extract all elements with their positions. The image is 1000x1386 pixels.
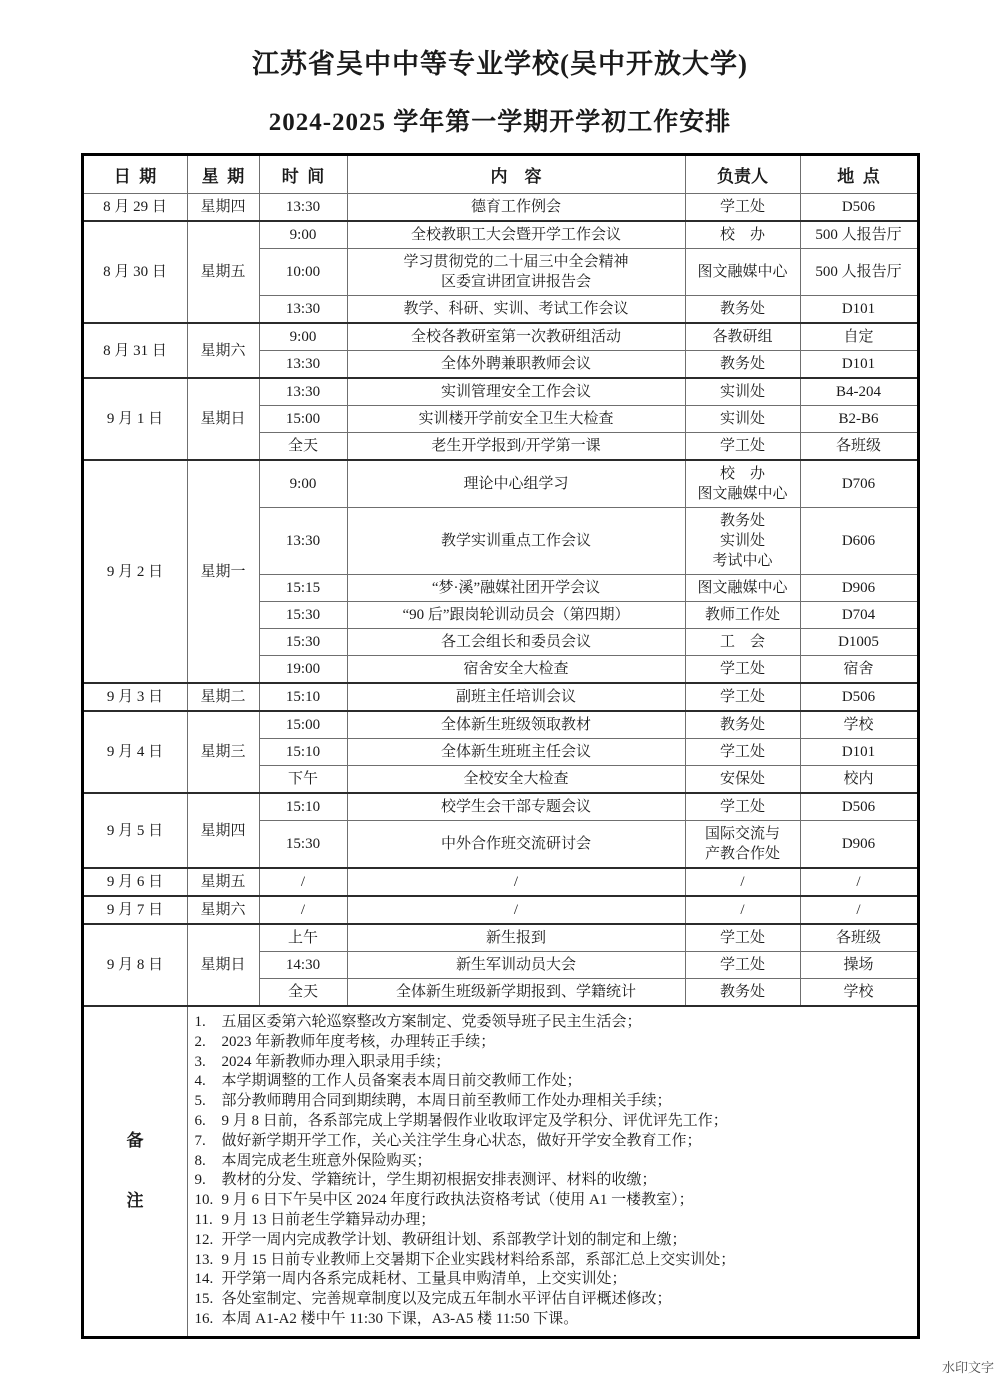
owner-cell: 学工处: [685, 793, 800, 821]
owner-cell: 校 办 图文融媒中心: [685, 460, 800, 508]
location-cell: B2-B6: [800, 406, 918, 433]
owner-cell: 实训处: [685, 378, 800, 406]
time-cell: 15:10: [259, 793, 347, 821]
owner-cell: 实训处: [685, 406, 800, 433]
content-cell: 副班主任培训会议: [347, 683, 685, 711]
time-cell: 9:00: [259, 460, 347, 508]
note-item: 部分教师聘用合同到期续聘，本周日前至教师工作处办理相关手续；: [221, 1093, 672, 1110]
date-cell: 9 月 2 日: [82, 460, 187, 683]
location-cell: D906: [800, 575, 918, 602]
date-cell: 9 月 7 日: [82, 896, 187, 924]
notes-list: [195, 1013, 909, 1330]
location-cell: B4-204: [800, 378, 918, 406]
time-cell: 15:30: [259, 602, 347, 629]
time-cell: 15:10: [259, 683, 347, 711]
time-cell: 13:30: [259, 351, 347, 379]
owner-cell: 学工处: [685, 952, 800, 979]
note-item: 9 月 13 日前老生学籍异动办理；: [221, 1211, 436, 1228]
schedule-row: [82, 221, 918, 249]
date-cell: 9 月 6 日: [82, 868, 187, 896]
time-cell: 9:00: [259, 323, 347, 351]
note-item: 做好新学期开学工作，关心关注学生身心状态，做好开学安全教育工作；: [221, 1132, 702, 1149]
location-cell: D506: [800, 793, 918, 821]
location-cell: D101: [800, 351, 918, 379]
note-item: 9 月 15 日前专业教师上交暑期下企业实践材料给系部，系部汇总上交实训处；: [221, 1251, 736, 1268]
owner-cell: 学工处: [685, 433, 800, 461]
content-cell: 各工会组长和委员会议: [347, 629, 685, 656]
note-item: 9 月 8 日前，各系部完成上学期暑假作业收取评定及学积分、评优评先工作；: [221, 1112, 728, 1129]
content-cell: /: [347, 896, 685, 924]
weekday-cell: 星期六: [187, 896, 259, 924]
time-cell: 13:30: [259, 296, 347, 324]
schedule-row: [82, 683, 918, 711]
weekday-cell: 星期日: [187, 924, 259, 1006]
schedule-row: [82, 323, 918, 351]
time-cell: 15:00: [259, 406, 347, 433]
content-cell: 全体外聘兼职教师会议: [347, 351, 685, 379]
location-cell: D1005: [800, 629, 918, 656]
content-cell: “梦·溪”融媒社团开学会议: [347, 575, 685, 602]
schedule-row: [82, 460, 918, 508]
content-cell: /: [347, 868, 685, 896]
header-owner: 负责人: [685, 155, 800, 194]
time-cell: 13:30: [259, 194, 347, 222]
location-cell: D906: [800, 821, 918, 869]
date-cell: 9 月 8 日: [82, 924, 187, 1006]
time-cell: 下午: [259, 766, 347, 794]
location-cell: 自定: [800, 323, 918, 351]
header-time: 时 间: [259, 155, 347, 194]
header-location: 地 点: [800, 155, 918, 194]
note-item: 9 月 6 日下午吴中区 2024 年度行政执法资格考试（使用 A1 一楼教室）；: [221, 1192, 694, 1209]
note-item: 本周 A1-A2 楼中午 11:30 下课，A3-A5 楼 11:50 下课。: [221, 1310, 579, 1327]
owner-cell: 学工处: [685, 924, 800, 952]
weekday-cell: 星期六: [187, 323, 259, 378]
owner-cell: /: [685, 896, 800, 924]
location-cell: D101: [800, 296, 918, 324]
time-cell: /: [259, 868, 347, 896]
owner-cell: 教务处: [685, 979, 800, 1007]
date-cell: 8 月 31 日: [82, 323, 187, 378]
location-cell: D101: [800, 739, 918, 766]
location-cell: D704: [800, 602, 918, 629]
owner-cell: 各教研组: [685, 323, 800, 351]
date-cell: 8 月 30 日: [82, 221, 187, 323]
weekday-cell: 星期四: [187, 194, 259, 222]
owner-cell: 安保处: [685, 766, 800, 794]
schedule-row: [82, 194, 918, 222]
notes-body: [187, 1006, 918, 1337]
time-cell: 15:10: [259, 739, 347, 766]
time-cell: 9:00: [259, 221, 347, 249]
note-item: 五届区委第六轮巡察整改方案制定、党委领导班子民主生活会；: [221, 1014, 642, 1030]
content-cell: 教学实训重点工作会议: [347, 508, 685, 575]
owner-cell: /: [685, 868, 800, 896]
header-content: 内 容: [347, 155, 685, 194]
time-cell: 15:30: [259, 821, 347, 869]
note-item: 本周完成老生班意外保险购买；: [221, 1152, 432, 1169]
location-cell: 各班级: [800, 924, 918, 952]
content-cell: 教学、科研、实训、考试工作会议: [347, 296, 685, 324]
content-cell: 全体新生班级新学期报到、学籍统计: [347, 979, 685, 1007]
note-item: 开学一周内完成教学计划、教研组计划、系部教学计划的制定和上缴；: [221, 1231, 687, 1248]
doc-subtitle: 2024-2025 学年第一学期开学初工作安排: [268, 109, 732, 136]
content-cell: 德育工作例会: [347, 194, 685, 222]
location-cell: 学校: [800, 979, 918, 1007]
location-cell: 宿舍: [800, 656, 918, 684]
location-cell: 操场: [800, 952, 918, 979]
owner-cell: 教务处 实训处 考试中心: [685, 508, 800, 575]
schedule-row: [82, 896, 918, 924]
note-item: 开学第一周内各系完成耗材、工量具申购清单，上交实训处；: [221, 1271, 627, 1288]
owner-cell: 学工处: [685, 656, 800, 684]
location-cell: D606: [800, 508, 918, 575]
weekday-cell: 星期四: [187, 793, 259, 868]
schedule-row: [82, 378, 918, 406]
content-cell: 新生报到: [347, 924, 685, 952]
owner-cell: 学工处: [685, 194, 800, 222]
content-cell: 中外合作班交流研讨会: [347, 821, 685, 869]
time-cell: 15:30: [259, 629, 347, 656]
owner-cell: 校 办: [685, 221, 800, 249]
time-cell: /: [259, 896, 347, 924]
notes-label: 备 注: [82, 1006, 187, 1337]
time-cell: 13:30: [259, 378, 347, 406]
content-cell: 全体新生班班主任会议: [347, 739, 685, 766]
location-cell: 500 人报告厅: [800, 221, 918, 249]
time-cell: 14:30: [259, 952, 347, 979]
content-cell: 老生开学报到/开学第一课: [347, 433, 685, 461]
content-cell: 理论中心组学习: [347, 460, 685, 508]
schedule-row: [82, 868, 918, 896]
note-item: 教材的分发、学籍统计，学生期初根据安排表测评、材料的收缴；: [221, 1172, 657, 1189]
schedule-row: [82, 711, 918, 739]
note-item: 2024 年新教师办理入职录用手续；: [221, 1053, 451, 1070]
time-cell: 15:15: [259, 575, 347, 602]
content-cell: “90 后”跟岗轮训动员会（第四期）: [347, 602, 685, 629]
location-cell: 各班级: [800, 433, 918, 461]
weekday-cell: 星期日: [187, 378, 259, 460]
note-item: 2023 年新教师年度考核，办理转正手续；: [221, 1033, 496, 1050]
owner-cell: 教师工作处: [685, 602, 800, 629]
date-cell: 9 月 1 日: [82, 378, 187, 460]
owner-cell: 教务处: [685, 711, 800, 739]
time-cell: 19:00: [259, 656, 347, 684]
content-cell: 实训楼开学前安全卫生大检查: [347, 406, 685, 433]
time-cell: 上午: [259, 924, 347, 952]
content-cell: 实训管理安全工作会议: [347, 378, 685, 406]
owner-cell: 学工处: [685, 683, 800, 711]
time-cell: 全天: [259, 433, 347, 461]
time-cell: 全天: [259, 979, 347, 1007]
notes-row: [82, 1006, 918, 1337]
date-cell: 9 月 5 日: [82, 793, 187, 868]
owner-cell: 国际交流与 产教合作处: [685, 821, 800, 869]
content-cell: 全校安全大检查: [347, 766, 685, 794]
content-cell: 全体新生班级领取教材: [347, 711, 685, 739]
weekday-cell: 星期五: [187, 221, 259, 323]
location-cell: D706: [800, 460, 918, 508]
date-cell: 9 月 4 日: [82, 711, 187, 793]
schedule-table: [81, 153, 920, 1339]
schedule-row: [82, 924, 918, 952]
time-cell: 10:00: [259, 249, 347, 296]
note-item: 各处室制定、完善规章制度以及完成五年制水平评估自评概述修改；: [221, 1291, 672, 1308]
weekday-cell: 星期一: [187, 460, 259, 683]
schedule-row: [82, 793, 918, 821]
watermark-text: 水印文字: [941, 1360, 994, 1375]
owner-cell: 图文融媒中心: [685, 249, 800, 296]
schedule-body: [82, 194, 918, 1338]
content-cell: 校学生会干部专题会议: [347, 793, 685, 821]
owner-cell: 图文融媒中心: [685, 575, 800, 602]
content-cell: 宿舍安全大检查: [347, 656, 685, 684]
doc-title: 江苏省吴中中等专业学校(吴中开放大学): [252, 49, 748, 79]
content-cell: 学习贯彻党的二十届三中全会精神 区委宣讲团宣讲报告会: [347, 249, 685, 296]
location-cell: /: [800, 868, 918, 896]
header-weekday: 星 期: [187, 155, 259, 194]
owner-cell: 教务处: [685, 351, 800, 379]
time-cell: 13:30: [259, 508, 347, 575]
date-cell: 8 月 29 日: [82, 194, 187, 222]
header-row: [82, 155, 918, 194]
date-cell: 9 月 3 日: [82, 683, 187, 711]
weekday-cell: 星期五: [187, 868, 259, 896]
time-cell: 15:00: [259, 711, 347, 739]
owner-cell: 工 会: [685, 629, 800, 656]
content-cell: 全校各教研室第一次教研组活动: [347, 323, 685, 351]
header-date: 日 期: [82, 155, 187, 194]
weekday-cell: 星期三: [187, 711, 259, 793]
location-cell: 学校: [800, 711, 918, 739]
location-cell: 校内: [800, 766, 918, 794]
owner-cell: 教务处: [685, 296, 800, 324]
content-cell: 新生军训动员大会: [347, 952, 685, 979]
location-cell: 500 人报告厅: [800, 249, 918, 296]
content-cell: 全校教职工大会暨开学工作会议: [347, 221, 685, 249]
note-item: 本学期调整的工作人员备案表本周日前交教师工作处；: [221, 1073, 582, 1090]
weekday-cell: 星期二: [187, 683, 259, 711]
location-cell: /: [800, 896, 918, 924]
location-cell: D506: [800, 194, 918, 222]
owner-cell: 学工处: [685, 739, 800, 766]
location-cell: D506: [800, 683, 918, 711]
